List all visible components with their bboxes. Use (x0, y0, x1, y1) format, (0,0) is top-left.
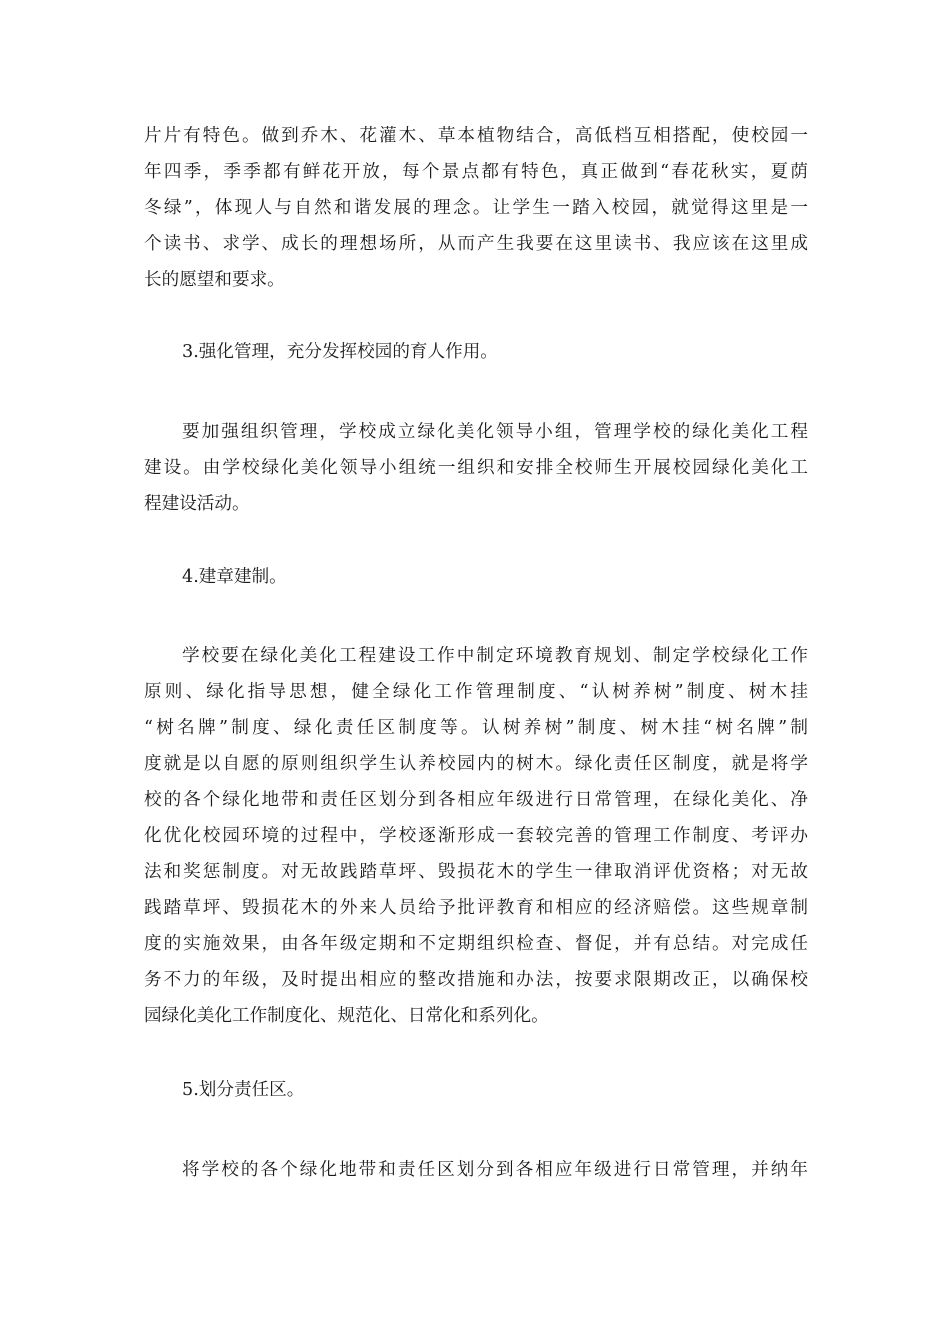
text-line: 务不力的年级，及时提出相应的整改措施和办法，按要求限期改正，以确保校 (144, 970, 808, 990)
text-line: 法和奖惩制度。对无故践踏草坪、毁损花木的学生一律取消评优资格；对无故 (144, 862, 808, 882)
text-line: 校的各个绿化地带和责任区划分到各相应年级进行日常管理，在绿化美化、净 (144, 790, 808, 810)
text-line: 要加强组织管理，学校成立绿化美化领导小组，管理学校的绿化美化工程 (182, 422, 808, 442)
text-line: 原则、绿化指导思想，健全绿化工作管理制度、“认树养树”制度、树木挂 (144, 682, 808, 702)
text-line: 践踏草坪、毁损花木的外来人员给予批评教育和相应的经济赔偿。这些规章制 (144, 898, 808, 918)
section-heading-3: 3.强化管理，充分发挥校园的育人作用。 (182, 342, 498, 362)
text-line: 长的愿望和要求。 (144, 270, 285, 290)
text-line: 建设。由学校绿化美化领导小组统一组织和安排全校师生开展校园绿化美化工 (144, 458, 808, 478)
text-line: 度的实施效果，由各年级定期和不定期组织检查、督促，并有总结。对完成任 (144, 934, 808, 954)
text-line: 年四季，季季都有鲜花开放，每个景点都有特色，真正做到“春花秋实，夏荫 (144, 162, 808, 182)
section-heading-5: 5.划分责任区。 (182, 1080, 305, 1100)
text-line: 冬绿”，体现人与自然和谐发展的理念。让学生一踏入校园，就觉得这里是一 (144, 198, 808, 218)
text-line: 程建设活动。 (144, 494, 250, 514)
text-line: 个读书、求学、成长的理想场所，从而产生我要在这里读书、我应该在这里成 (144, 234, 808, 254)
text-line: 片片有特色。做到乔木、花灌木、草本植物结合，高低档互相搭配，使校园一 (144, 126, 808, 146)
text-line: 化优化校园环境的过程中，学校逐渐形成一套较完善的管理工作制度、考评办 (144, 826, 808, 846)
text-line: 将学校的各个绿化地带和责任区划分到各相应年级进行日常管理，并纳年 (182, 1160, 808, 1180)
text-line: 园绿化美化工作制度化、规范化、日常化和系列化。 (144, 1006, 549, 1026)
text-line: 度就是以自愿的原则组织学生认养校园内的树木。绿化责任区制度，就是将学 (144, 754, 808, 774)
text-line: 学校要在绿化美化工程建设工作中制定环境教育规划、制定学校绿化工作 (182, 646, 808, 666)
section-heading-4: 4.建章建制。 (182, 567, 287, 587)
text-line: “树名牌”制度、绿化责任区制度等。认树养树”制度、树木挂“树名牌”制 (144, 718, 808, 738)
